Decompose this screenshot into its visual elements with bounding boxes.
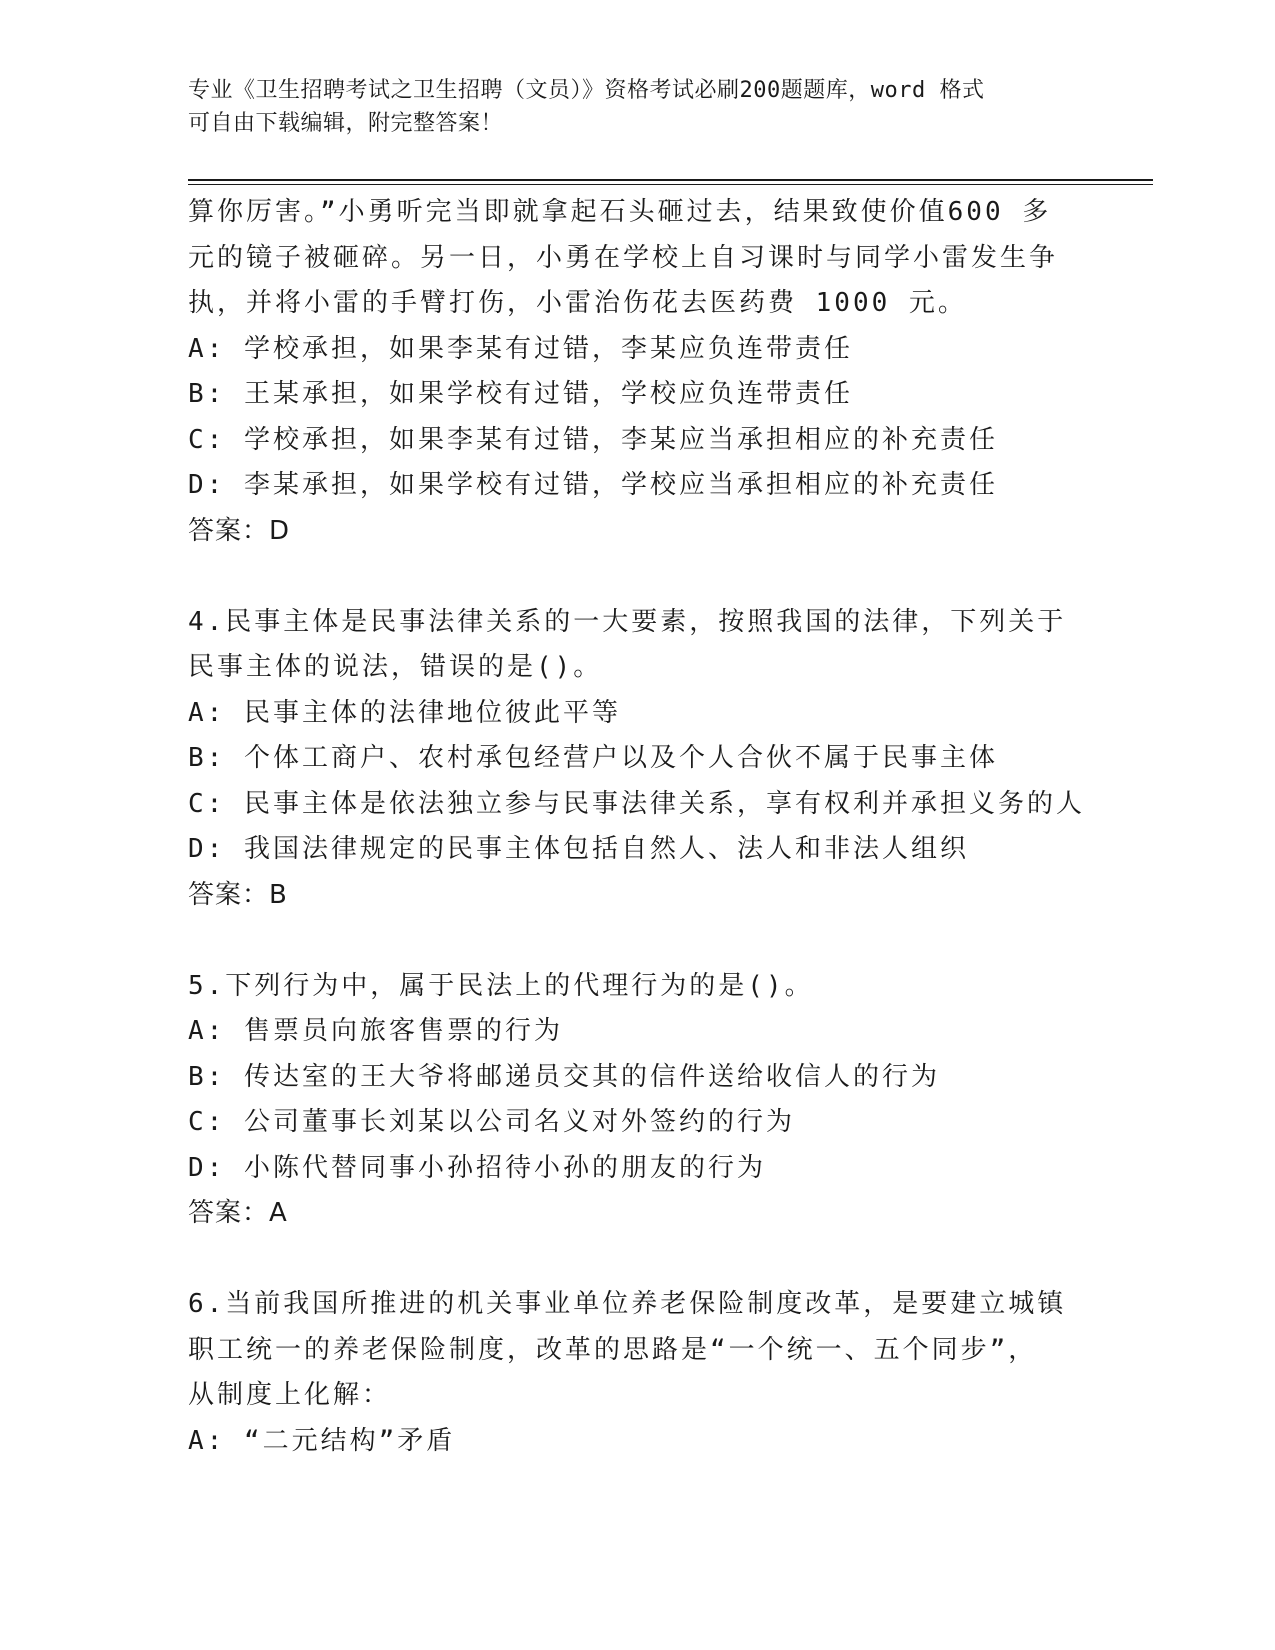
header-line-1: 专业《卫生招聘考试之卫生招聘（文员）》资格考试必刷200题题库，word 格式 — [188, 78, 985, 103]
option-b: B: 传达室的王大爷将邮递员交其的信件送给收信人的行为 — [188, 1061, 940, 1092]
option-c: C: 公司董事长刘某以公司名义对外签约的行为 — [188, 1107, 795, 1137]
document-body — [188, 190, 1088, 1464]
header-divider-thin — [188, 184, 1153, 185]
question-stem-line: 职工统一的养老保险制度，改革的思路是“一个统一、五个同步”， — [188, 1334, 1038, 1365]
question-stem-line: 从制度上化解： — [188, 1380, 392, 1410]
option-d: D: 小陈代替同事小孙招待小孙的朋友的行为 — [188, 1152, 766, 1183]
document-header — [188, 74, 1088, 140]
option-c: C: 民事主体是依法独立参与民事法律关系，享有权利并承担义务的人 — [188, 788, 1085, 819]
option-a: A: 民事主体的法律地位彼此平等 — [188, 697, 621, 728]
answer-label: 答案：A — [188, 1198, 288, 1228]
option-c: C: 学校承担，如果李某有过错，李某应当承担相应的补充责任 — [188, 424, 998, 455]
header-line-2: 可自由下载编辑，附完整答案！ — [188, 111, 504, 136]
question-stem-line: 执，并将小雷的手臂打伤，小雷治伤花去医药费 1000 元。 — [188, 288, 967, 318]
question-stem-line: 5.下列行为中，属于民法上的代理行为的是()。 — [188, 970, 814, 1001]
answer-label: 答案：D — [188, 515, 291, 546]
option-b: B: 王某承担，如果学校有过错，学校应负连带责任 — [188, 379, 853, 409]
question-5 — [188, 964, 1088, 1237]
question-stem-line: 算你厉害。”小勇听完当即就拿起石头砸过去，结果致使价值600 多 — [188, 197, 1052, 227]
question-4 — [188, 600, 1088, 919]
header-divider-thick — [188, 179, 1153, 181]
option-d: D: 我国法律规定的民事主体包括自然人、法人和非法人组织 — [188, 834, 969, 864]
question-stem-line: 民事主体的说法，错误的是()。 — [188, 652, 603, 682]
question-3 — [188, 190, 1088, 554]
question-stem-line: 6.当前我国所推进的机关事业单位养老保险制度改革，是要建立城镇 — [188, 1289, 1067, 1319]
question-6 — [188, 1282, 1088, 1464]
option-d: D: 李某承担，如果学校有过错，学校应当承担相应的补充责任 — [188, 470, 998, 500]
option-a: A: 学校承担，如果李某有过错，李某应负连带责任 — [188, 333, 853, 364]
option-a: A: 售票员向旅客售票的行为 — [188, 1016, 563, 1046]
option-a: A: “二元结构”矛盾 — [188, 1425, 456, 1456]
option-b: B: 个体工商户、农村承包经营户以及个人合伙不属于民事主体 — [188, 743, 998, 773]
question-stem-line: 元的镜子被砸碎。另一日，小勇在学校上自习课时与同学小雷发生争 — [188, 242, 1059, 273]
question-stem-line: 4.民事主体是民事法律关系的一大要素，按照我国的法律，下列关于 — [188, 606, 1067, 637]
answer-label: 答案：B — [188, 879, 288, 910]
